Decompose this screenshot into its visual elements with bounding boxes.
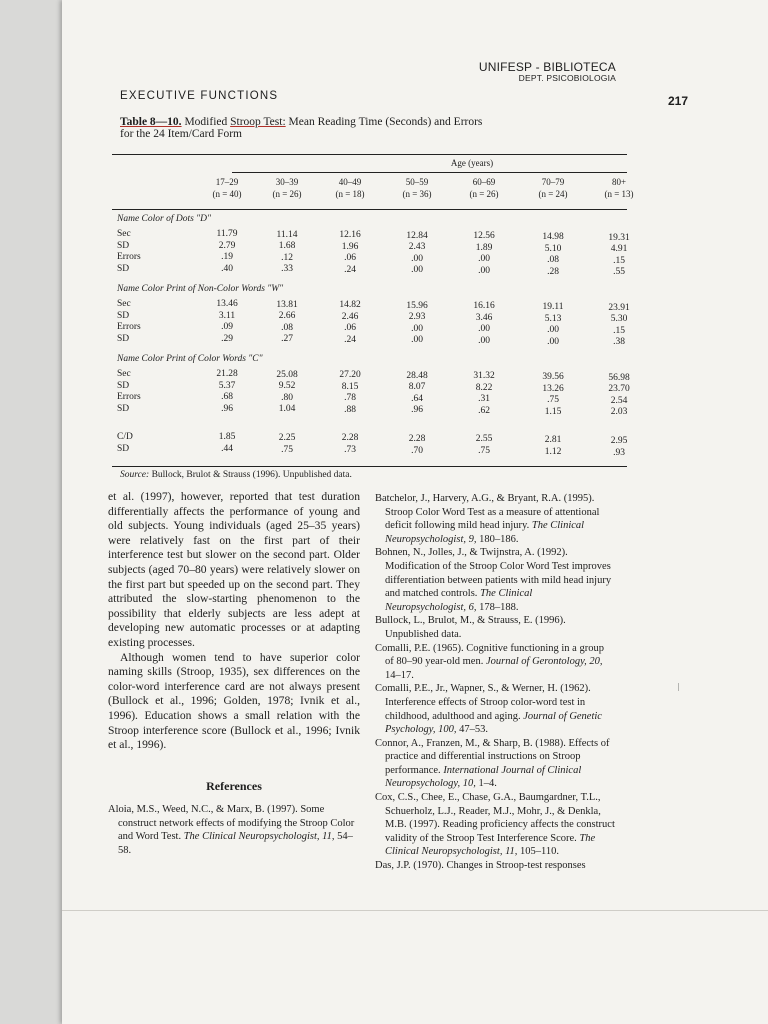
table-cell: .00 bbox=[411, 323, 423, 334]
reference-pages: 180–186. bbox=[476, 533, 519, 545]
scan-edge-line bbox=[62, 910, 768, 911]
table-cell: .62 bbox=[478, 405, 490, 416]
age-group-label: 40–49 bbox=[338, 177, 362, 187]
section-title: Name Color Print of Color Words "C" bbox=[117, 354, 263, 364]
table-cell: 2.43 bbox=[408, 242, 426, 253]
table-cell: .96 bbox=[411, 405, 423, 416]
age-rule bbox=[232, 172, 627, 173]
reference-pages: 178–188. bbox=[476, 601, 519, 613]
age-group-n: (n = 26) bbox=[272, 189, 302, 199]
age-group-n: (n = 40) bbox=[212, 189, 242, 199]
table-cell: 3.46 bbox=[475, 312, 493, 323]
table-cell: 11.79 bbox=[216, 229, 238, 239]
table-top-rule bbox=[112, 154, 627, 155]
table-cell: 2.03 bbox=[610, 407, 628, 418]
reference-entry bbox=[375, 859, 615, 873]
table-cell: 19.31 bbox=[608, 232, 630, 243]
table-cell: .78 bbox=[344, 393, 356, 404]
reference-journal: Journal of Genetic Psychology, 100, bbox=[385, 710, 602, 736]
table-cell: 21.28 bbox=[216, 369, 238, 379]
row-label: SD bbox=[117, 444, 130, 454]
table-cell: 2.55 bbox=[475, 434, 493, 445]
table-cell: 2.46 bbox=[341, 311, 359, 322]
table-cell: .00 bbox=[478, 324, 490, 335]
table-cell: 8.22 bbox=[475, 382, 493, 393]
table-cell: .93 bbox=[613, 447, 625, 458]
table-cell: .06 bbox=[344, 253, 356, 264]
table-cell: .88 bbox=[344, 404, 356, 415]
table-cell: 25.08 bbox=[276, 369, 298, 380]
table-cell: 5.37 bbox=[218, 380, 236, 391]
table-cell: 2.66 bbox=[278, 311, 296, 322]
age-group-n: (n = 13) bbox=[604, 189, 634, 199]
table-cell: 12.16 bbox=[339, 230, 361, 241]
table-cell: 27.20 bbox=[339, 370, 361, 381]
table-cell: .38 bbox=[613, 337, 625, 348]
table-cell: .00 bbox=[411, 265, 423, 276]
reference-entry bbox=[375, 682, 615, 736]
section-title: Name Color of Dots "D" bbox=[117, 214, 212, 224]
reference-entry bbox=[375, 642, 615, 683]
table-cell: .00 bbox=[547, 336, 559, 347]
reference-journal: The Clinical Neuropsychologist, 11, bbox=[183, 831, 335, 843]
table-cell: 11.14 bbox=[276, 229, 298, 240]
table-cell: 28.48 bbox=[406, 370, 428, 381]
stamp-line-1: UNIFESP - BIBLIOTECA bbox=[478, 60, 616, 74]
table-cell: 3.11 bbox=[218, 310, 236, 321]
table-cell: .40 bbox=[221, 263, 233, 274]
left-column bbox=[108, 490, 360, 858]
table-cell: 2.81 bbox=[544, 435, 562, 445]
reference-pages: 54–58. bbox=[118, 831, 353, 857]
row-label: C/D bbox=[117, 432, 133, 442]
table-cell: .80 bbox=[281, 392, 293, 403]
table-cell: 2.95 bbox=[610, 435, 628, 446]
reference-pages: 105–110. bbox=[517, 846, 560, 858]
row-label: Sec bbox=[117, 299, 131, 309]
row-label: SD bbox=[117, 333, 130, 344]
table-cell: 1.15 bbox=[544, 406, 562, 417]
table-cell: .73 bbox=[344, 445, 356, 456]
table-cell: .00 bbox=[547, 325, 559, 335]
table-cell: 8.15 bbox=[341, 381, 359, 392]
table-cell: 5.30 bbox=[610, 314, 628, 325]
table-cell: 15.96 bbox=[406, 300, 428, 311]
row-label: Sec bbox=[117, 229, 131, 239]
reference-entry bbox=[375, 737, 615, 791]
table-cell: .12 bbox=[281, 252, 293, 263]
age-group-n: (n = 24) bbox=[538, 189, 568, 199]
age-group-label: 17–29 bbox=[215, 177, 239, 187]
margin-mark: | bbox=[678, 682, 680, 691]
table-cell: 16.16 bbox=[473, 301, 495, 312]
references-left-list bbox=[108, 803, 360, 857]
table-cell: .27 bbox=[281, 334, 293, 345]
table-cell: .75 bbox=[281, 444, 293, 455]
references-heading: References bbox=[206, 778, 262, 793]
table-cell: 39.56 bbox=[542, 372, 564, 382]
table-cell: .28 bbox=[547, 266, 559, 277]
table-cell: 1.68 bbox=[278, 241, 296, 252]
table-cell: .24 bbox=[344, 264, 356, 275]
table-cell: 2.79 bbox=[218, 240, 236, 251]
reference-text: Bullock, L., Brulot, M., & Strauss, E. (1996). Unpublished data. bbox=[375, 615, 566, 640]
book-page bbox=[62, 0, 768, 1024]
table-cell: .29 bbox=[221, 333, 233, 344]
row-label: Errors bbox=[117, 252, 141, 262]
table-cell: .00 bbox=[411, 335, 423, 346]
table-cell: 14.82 bbox=[339, 300, 361, 311]
table-cell: 8.07 bbox=[408, 382, 426, 393]
table-cell: .24 bbox=[344, 334, 356, 345]
table-cell: .00 bbox=[478, 335, 490, 346]
table-cell: .31 bbox=[478, 394, 490, 405]
age-group-label: 30–39 bbox=[275, 177, 299, 187]
header-bottom-rule bbox=[112, 209, 627, 210]
row-label: SD bbox=[117, 380, 130, 391]
table-cell: 2.93 bbox=[408, 312, 426, 323]
row-label: Errors bbox=[117, 392, 141, 402]
table-cell: 12.56 bbox=[473, 231, 495, 242]
table-cell: 12.84 bbox=[406, 230, 428, 241]
table-label: Table 8—10. bbox=[120, 116, 182, 128]
table-cell: 1.96 bbox=[341, 241, 359, 252]
table-cell: .15 bbox=[613, 325, 625, 336]
table-cell: .96 bbox=[221, 403, 233, 414]
body-paragraph-1: et al. (1997), however, reported that test duration differentially affects the performance of young and old subjects. Young individuals (aged 25–35 years) were relatively fast on the first part of their interference test but slower on the second part. Older subjects (aged 70–80 years) were relatively slower on the first part but speeded up on the second part. They attributed the slow-starting phenomenon to the possibility that elderly subjects are less adept at developing new automatic processes or at adapting existing processes. bbox=[108, 490, 360, 649]
table-cell: .00 bbox=[478, 265, 490, 276]
running-head: EXECUTIVE FUNCTIONS bbox=[120, 90, 279, 102]
reference-text: Comalli, P.E., Jr., Wapner, S., & Werner, H. (1962). Interference effects of Stroop color-word test in childhood, adulthood and aging. bbox=[375, 683, 591, 722]
caption-line-2: for the 24 Item/Card Form bbox=[120, 128, 243, 140]
table-cell: .00 bbox=[478, 254, 490, 265]
table-cell: .64 bbox=[411, 393, 423, 404]
table-cell: 13.81 bbox=[276, 299, 298, 310]
reference-entry bbox=[375, 791, 615, 859]
caption-title-rest: Mean Reading Time (Seconds) and Errors bbox=[285, 116, 483, 128]
table-cell: .09 bbox=[221, 322, 233, 332]
stamp-line-2: DEPT. PSICOBIOLOGIA bbox=[518, 73, 616, 83]
reference-entry bbox=[375, 614, 615, 641]
row-label: SD bbox=[117, 263, 130, 274]
reference-text: Das, J.P. (1970). Changes in Stroop-test responses bbox=[375, 860, 586, 872]
table-cell: 56.98 bbox=[608, 372, 630, 383]
reference-pages: 14–17. bbox=[385, 669, 414, 681]
row-label: SD bbox=[117, 240, 130, 251]
reference-journal: International Journal of Clinical Neuropsychology, 10, bbox=[385, 764, 582, 790]
reference-pages: 47–53. bbox=[456, 724, 488, 736]
reference-text: Cox, C.S., Chee, E., Chase, G.A., Baumgardner, T.L., Schuerholz, L.J., Reader, M.J., Mohr, J., & Denkla, M.B. (1997). Reading proficiency affects the construct validity of the Stroop Test Interference Score. bbox=[375, 792, 615, 844]
table-cell: 23.91 bbox=[608, 302, 630, 313]
reference-journal: The Clinical Neuropsychologist, 9, bbox=[385, 520, 585, 545]
reference-journal: The Clinical Neuropsychologist, 6, bbox=[385, 588, 533, 613]
table-cell: .75 bbox=[478, 446, 490, 457]
table-cell: 4.91 bbox=[610, 244, 628, 255]
table-cell: 2.28 bbox=[341, 433, 359, 444]
table-cell: 1.12 bbox=[544, 447, 562, 457]
table-cell: 1.85 bbox=[218, 432, 236, 442]
row-label: SD bbox=[117, 310, 130, 321]
table-cell: .06 bbox=[344, 323, 356, 334]
reference-text: Aloia, M.S., Weed, N.C., & Marx, B. (1997). Some construct network effects of modifying the Stroop Color and Word Test. bbox=[108, 804, 355, 843]
page-number: 217 bbox=[667, 94, 688, 108]
table-cell: 2.25 bbox=[278, 432, 296, 443]
reference-text: Bohnen, N., Jolles, J., & Twijnstra, A. (1992). Modification of the Stroop Color Word Test improves differentiation between patients with mild head injury and matched controls. bbox=[375, 547, 612, 600]
caption-test-name: Stroop Test: bbox=[230, 116, 286, 128]
table-cell: 9.52 bbox=[278, 381, 296, 392]
reference-entry bbox=[108, 803, 360, 857]
table-cell: .33 bbox=[281, 264, 293, 275]
table-cell: 1.89 bbox=[475, 242, 493, 253]
age-group-n: (n = 18) bbox=[335, 189, 365, 199]
table-cell: 1.04 bbox=[278, 404, 296, 415]
table-cell: .00 bbox=[411, 253, 423, 264]
table-cell: .08 bbox=[547, 255, 559, 265]
caption-pre: Modified bbox=[181, 116, 231, 128]
table-cell: 2.28 bbox=[408, 433, 426, 444]
reference-entry bbox=[375, 492, 615, 546]
body-paragraph-2: Although women tend to have superior color naming skills (Stroop, 1935), sex differences on the color-word interference card are not always present (Bullock et al., 1996; Golden, 1978; Ivnik et al., 1996). Education shows a small relation with the Stroop interference score (Bullock et al., 1996; Ivnik et al., 1996). bbox=[108, 650, 360, 752]
row-label: Sec bbox=[117, 369, 131, 379]
age-group-label: 50–59 bbox=[405, 177, 429, 187]
table-cell: .68 bbox=[221, 392, 233, 402]
table-cell: 5.13 bbox=[544, 313, 562, 324]
age-group-label: 60–69 bbox=[472, 177, 496, 187]
reference-pages: 1–4. bbox=[475, 778, 497, 790]
source-label: Source: bbox=[120, 470, 150, 480]
table-cell: .70 bbox=[411, 445, 423, 456]
table-cell: .19 bbox=[221, 252, 233, 262]
table-bottom-rule bbox=[112, 466, 627, 467]
table-cell: 31.32 bbox=[473, 371, 495, 382]
table-cell: .15 bbox=[613, 255, 625, 266]
age-group-n: (n = 26) bbox=[469, 189, 499, 199]
table-cell: .08 bbox=[281, 322, 293, 333]
row-label: Errors bbox=[117, 322, 141, 332]
table-caption bbox=[120, 116, 620, 140]
table-source bbox=[120, 470, 352, 480]
table-cell: 19.11 bbox=[542, 302, 564, 312]
reference-journal: Journal of Gerontology, 20, bbox=[485, 656, 603, 668]
age-group-label: 70–79 bbox=[541, 177, 565, 187]
age-group-n: (n = 36) bbox=[402, 189, 432, 199]
row-label: SD bbox=[117, 403, 130, 414]
references-right-list bbox=[375, 492, 615, 873]
reference-text: Batchelor, J., Harvery, A.G., & Bryant, R.A. (1995). Stroop Color Word Test as a measure of attentional deficit following mild head injury. bbox=[375, 493, 600, 532]
library-stamp bbox=[479, 62, 616, 84]
table-cell: 14.98 bbox=[542, 232, 564, 242]
table-cell: 13.26 bbox=[542, 383, 564, 394]
table-cell: 13.46 bbox=[216, 299, 238, 309]
reference-text: Comalli, P.E. (1965). Cognitive functioning in a group of 80–90 year-old men. bbox=[375, 642, 604, 668]
reference-journal: The Clinical Neuropsychologist, 11, bbox=[385, 832, 596, 858]
table-cell: 2.54 bbox=[610, 395, 628, 406]
age-header: Age (years) bbox=[450, 158, 494, 168]
section-title: Name Color Print of Non-Color Words "W" bbox=[117, 284, 284, 294]
table-cell: 5.10 bbox=[544, 243, 562, 254]
age-group-label: 80+ bbox=[611, 177, 627, 187]
table-cell: 23.70 bbox=[608, 384, 630, 395]
table-cell: .75 bbox=[547, 395, 559, 405]
table-cell: .55 bbox=[613, 267, 625, 278]
reference-entry bbox=[375, 546, 615, 614]
source-text: Bullock, Brulot & Strauss (1996). Unpublished data. bbox=[149, 470, 352, 480]
table-cell: .44 bbox=[221, 444, 233, 454]
reference-text: Connor, A., Franzen, M., & Sharp, B. (1988). Effects of practice and differential instructions on Stroop performance. bbox=[375, 737, 610, 776]
